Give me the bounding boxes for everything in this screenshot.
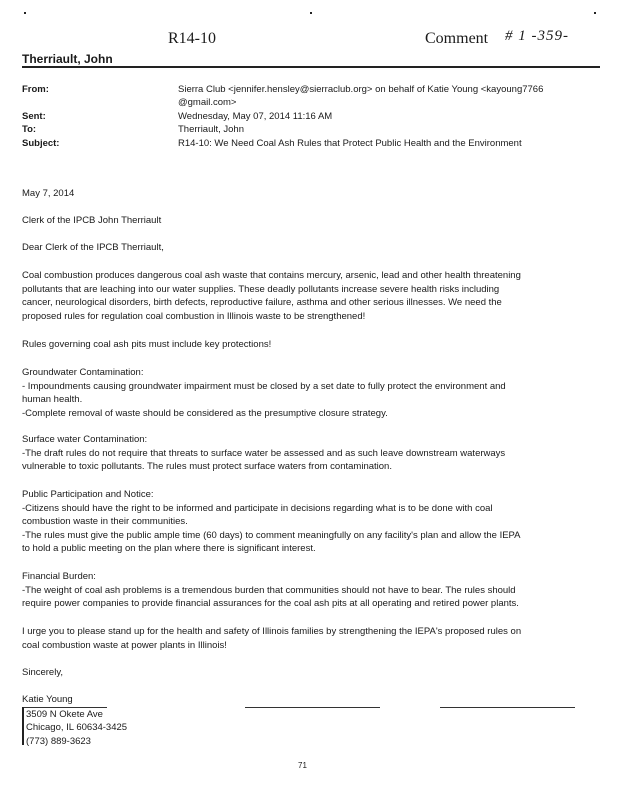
signer-name: Katie Young	[22, 694, 73, 705]
groundwater-section	[22, 366, 582, 420]
comment-stamp-number: # 1 -359-	[505, 28, 569, 44]
surface-water-line: -The draft rules do not require that threats to surface water be assessed and as such leave downstream waterways	[22, 447, 506, 459]
public-participation-section	[22, 488, 582, 556]
page-number: 71	[298, 761, 307, 770]
public-participation-line: -Citizens should have the right to be informed and participate in decisions regarding what is to be done with coal	[22, 502, 493, 514]
financial-burden-section	[22, 570, 582, 611]
signature-line-right	[440, 707, 575, 708]
scan-tick-mark	[22, 707, 24, 745]
address-line2: Chicago, IL 60634-3425	[26, 722, 128, 733]
groundwater-line: human health.	[22, 394, 83, 405]
sent-value: Wednesday, May 07, 2014 11:16 AM	[178, 111, 333, 122]
financial-burden-heading: Financial Burden:	[22, 571, 96, 582]
groundwater-line: -Complete removal of waste should be considered as the presumptive closure strategy.	[22, 407, 388, 419]
subject-label: Subject:	[22, 138, 60, 149]
surface-water-line: vulnerable to toxic pollutants. The rules must protect surface waters from contamination.	[22, 461, 392, 472]
intro-line: cancer, neurological disorders, birth defects, reproductive failure, asthma and other serious illnesses. We need the	[22, 297, 502, 308]
public-participation-heading: Public Participation and Notice:	[22, 489, 154, 500]
from-value-line1: Sierra Club <jennifer.hensley@sierraclub.org> on behalf of Katie Young <kayoung7766	[178, 84, 544, 95]
public-participation-line: to hold a public meeting on the plan where there is significant interest.	[22, 543, 316, 554]
phone-number: (773) 889-3623	[26, 736, 91, 747]
closing-paragraph	[22, 625, 582, 652]
to-label: To:	[22, 124, 37, 135]
letter-salutation: Dear Clerk of the IPCB Therriault,	[22, 242, 164, 253]
print-header-name: Therriault, John	[22, 52, 113, 66]
intro-line: proposed rules for regulation coal combustion in Illinois waste to be strengthened!	[22, 310, 366, 322]
docket-stamp: R14-10	[168, 30, 216, 47]
from-label: From:	[22, 84, 49, 95]
sent-label: Sent:	[22, 111, 46, 122]
scan-tick-mark	[594, 12, 596, 14]
groundwater-line: - Impoundments causing groundwater impairment must be closed by a set date to fully protect the environment and	[22, 380, 506, 392]
header-divider	[22, 66, 600, 68]
intro-line: Coal combustion produces dangerous coal ash waste that contains mercury, arsenic, lead and other health threatening	[22, 270, 521, 281]
financial-burden-line: require power companies to provide financial assurances for the coal ash pits at all operating and retired power plants.	[22, 598, 519, 609]
surface-water-section	[22, 433, 582, 474]
public-participation-line: combustion waste in their communities.	[22, 516, 188, 527]
intro-paragraph	[22, 269, 582, 323]
to-value: Therriault, John	[178, 124, 245, 135]
from-value-line2: @gmail.com>	[178, 97, 237, 108]
groundwater-heading: Groundwater Contamination:	[22, 367, 144, 378]
signature-underline	[22, 707, 107, 708]
letter-date: May 7, 2014	[22, 188, 75, 199]
closing-line: I urge you to please stand up for the health and safety of Illinois families by strengthening the IEPA's proposed rules on	[22, 626, 522, 637]
public-participation-line: -The rules must give the public ample time (60 days) to comment meaningfully on any facility's plan and allow the IEPA	[22, 529, 521, 541]
scan-tick-mark	[24, 12, 26, 14]
comment-stamp-label: Comment	[425, 30, 489, 47]
financial-burden-line: -The weight of coal ash problems is a tremendous burden that communities should not have to bear. The rules should	[22, 584, 516, 596]
surface-water-heading: Surface water Contamination:	[22, 434, 148, 445]
letter-addressee: Clerk of the IPCB John Therriault	[22, 215, 162, 226]
subject-value: R14-10: We Need Coal Ash Rules that Protect Public Health and the Environment	[178, 138, 522, 149]
intro-line: pollutants that are leaching into our water supplies. These deadly pollutants increase severe health risks including	[22, 283, 500, 295]
rules-intro: Rules governing coal ash pits must include key protections!	[22, 339, 272, 350]
address-line1: 3509 N Okete Ave	[26, 709, 103, 720]
closing-line: coal combustion waste at power plants in Illinois!	[22, 639, 227, 651]
signoff: Sincerely,	[22, 667, 64, 678]
signature-line-middle	[245, 707, 380, 708]
scan-tick-mark	[310, 12, 312, 14]
